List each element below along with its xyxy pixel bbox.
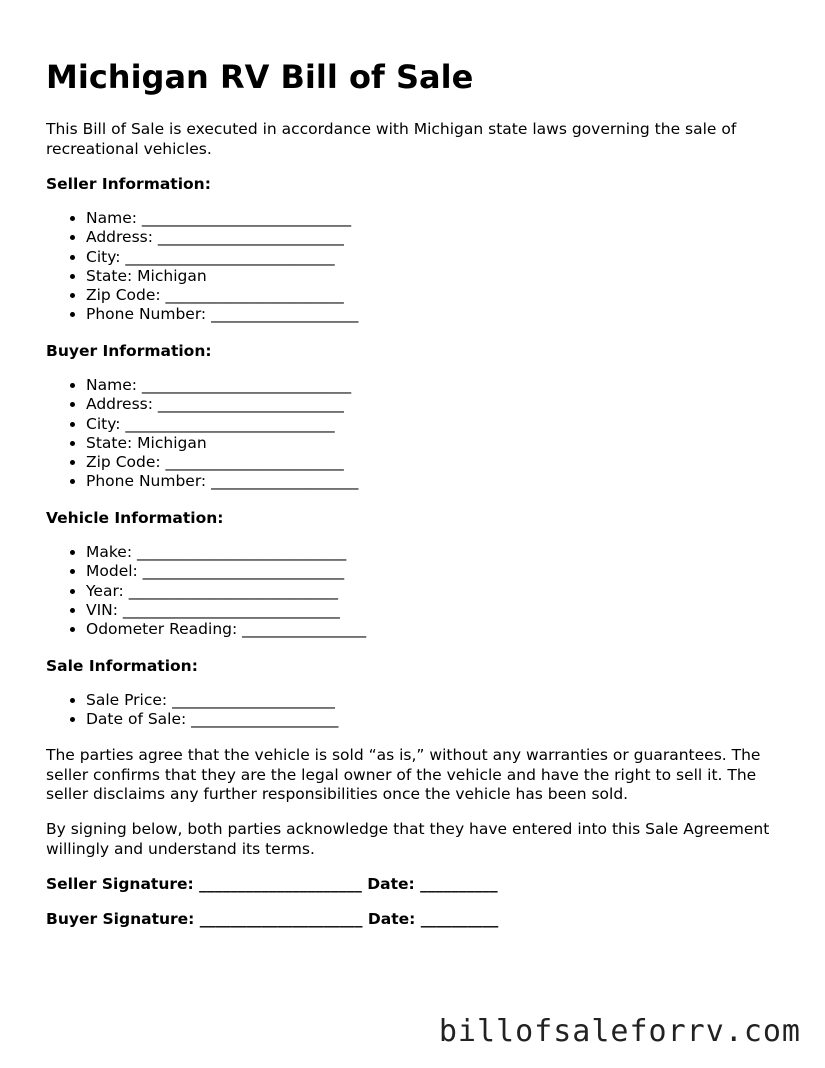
seller-city-field: • City: ___________________________: [86, 248, 358, 267]
sale-price-field: • Sale Price: _____________________: [86, 691, 338, 710]
seller-fields-list: [46, 209, 358, 325]
vehicle-model-field: • Model: __________________________: [86, 562, 366, 581]
sale-date-field: • Date of Sale: ___________________: [86, 710, 338, 729]
seller-state-field: • State: Michigan: [86, 267, 358, 286]
seller-signature-line: Seller Signature: _____________________ Date: __________: [46, 875, 498, 893]
acknowledgement-paragraph: By signing below, both parties acknowledge that they have entered into this Sale Agreement willingly and understand its terms.: [46, 820, 770, 858]
buyer-zip-field: • Zip Code: _______________________: [86, 453, 358, 472]
buyer-phone-field: • Phone Number: ___________________: [86, 472, 358, 491]
seller-phone-field: • Phone Number: ___________________: [86, 305, 358, 324]
buyer-address-field: • Address: ________________________: [86, 395, 358, 414]
seller-address-field: • Address: ________________________: [86, 228, 358, 247]
vehicle-odometer-field: • Odometer Reading: ________________: [86, 620, 366, 639]
vehicle-fields-list: [46, 543, 366, 639]
buyer-section-heading: Buyer Information:: [46, 342, 212, 360]
document-title: Michigan RV Bill of Sale: [46, 58, 474, 96]
vehicle-section-heading: Vehicle Information:: [46, 509, 224, 527]
vehicle-vin-field: • VIN: ____________________________: [86, 601, 366, 620]
vehicle-make-field: • Make: ___________________________: [86, 543, 366, 562]
buyer-name-field: • Name: ___________________________: [86, 376, 358, 395]
watermark: billofsaleforrv.com: [438, 1014, 801, 1049]
buyer-state-field: • State: Michigan: [86, 434, 358, 453]
sale-section-heading: Sale Information:: [46, 657, 198, 675]
sale-fields-list: [46, 691, 338, 730]
seller-zip-field: • Zip Code: _______________________: [86, 286, 358, 305]
vehicle-year-field: • Year: ___________________________: [86, 582, 366, 601]
buyer-city-field: • City: ___________________________: [86, 415, 358, 434]
seller-section-heading: Seller Information:: [46, 175, 211, 193]
buyer-signature-line: Buyer Signature: _____________________ Date: __________: [46, 910, 499, 928]
buyer-fields-list: [46, 376, 358, 492]
terms-paragraph: The parties agree that the vehicle is sold “as is,” without any warranties or guarantees. The seller confirms that they are the legal owner of the vehicle and have the right to sell it. The seller disclaims any further responsibilities once the vehicle has been sold.: [46, 746, 761, 803]
seller-name-field: • Name: ___________________________: [86, 209, 358, 228]
intro-paragraph: This Bill of Sale is executed in accordance with Michigan state laws governing the sale of recreational vehicles.: [46, 120, 737, 158]
